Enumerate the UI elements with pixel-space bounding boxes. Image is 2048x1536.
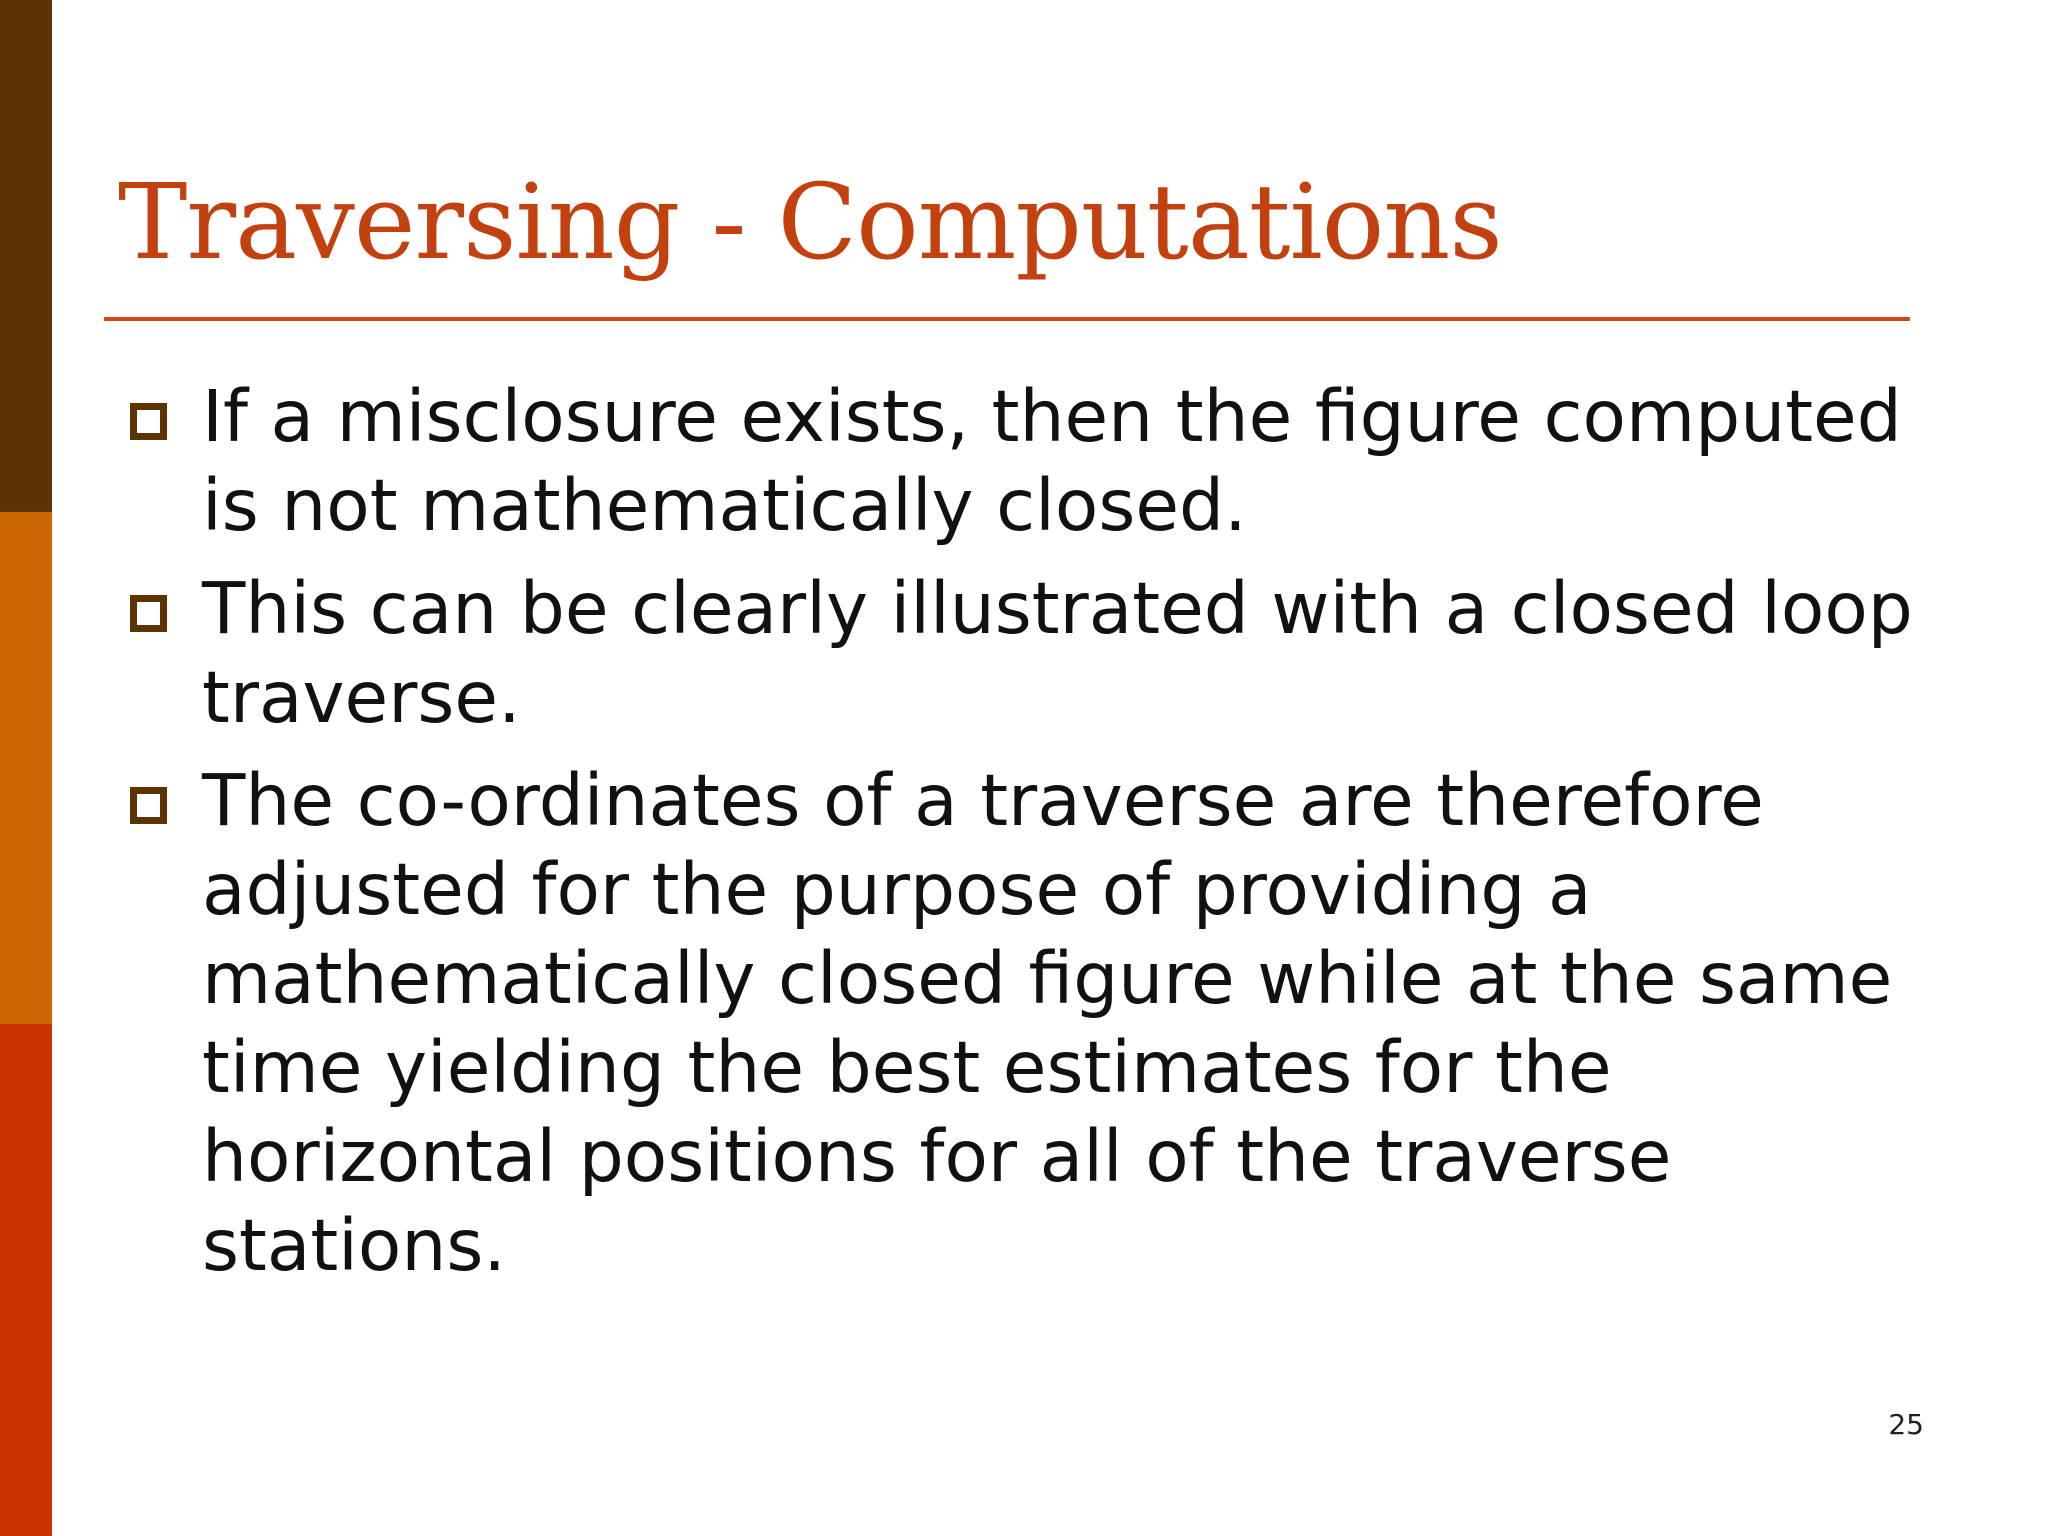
side-band-middle [0, 512, 52, 1024]
hollow-square-bullet-icon [130, 787, 167, 824]
page-number: 25 [1888, 1408, 1924, 1441]
title-underline [104, 317, 1910, 321]
side-band-bottom [0, 1024, 52, 1536]
side-band-top [0, 0, 52, 512]
bullet-text: This can be clearly illustrated with a closed loop traverse. [202, 567, 1913, 739]
bullet-text: If a misclosure exists, then the figure computed is not mathematically closed. [202, 375, 1902, 547]
bullet-text: The co-ordinates of a traverse are therefore adjusted for the purpose of providing a mathematically closed figure while at the same time yielding the best estimates for the horizontal positions for all of the traverse stations. [202, 759, 1893, 1287]
bullet-item [126, 756, 1946, 1290]
hollow-square-bullet-icon [130, 595, 167, 632]
bullet-item [126, 564, 1946, 742]
slide-title: Traversing - Computations [118, 161, 1502, 283]
bullet-list [126, 372, 1946, 1304]
bullet-item [126, 372, 1946, 550]
hollow-square-bullet-icon [130, 403, 167, 440]
